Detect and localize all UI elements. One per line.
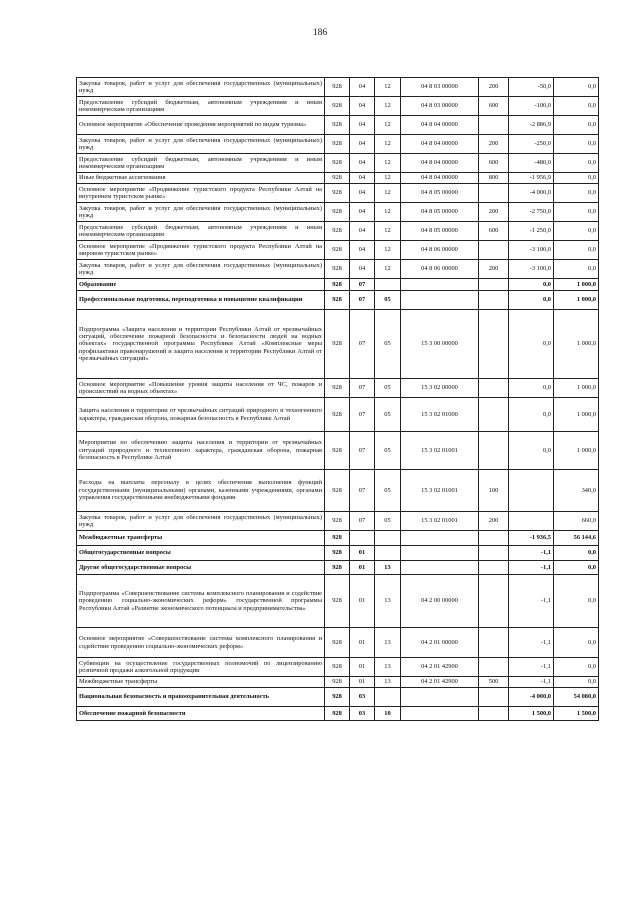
- cell-grbs: 928: [325, 688, 350, 707]
- cell-section: 07: [350, 379, 375, 398]
- cell-section: 07: [350, 279, 375, 291]
- table-row: [77, 470, 599, 512]
- cell-subsection: 12: [375, 154, 401, 173]
- cell-expense-type: [479, 310, 509, 379]
- cell-subsection: 05: [375, 398, 401, 432]
- cell-grbs: 928: [325, 707, 350, 721]
- row-name: Межбюджетные трансферты: [77, 677, 325, 688]
- cell-amount-2: 56 144,6: [554, 531, 599, 546]
- cell-expense-type: 500: [479, 677, 509, 688]
- cell-amount-1: -50,0: [509, 78, 554, 97]
- cell-amount-1: -1 936,5: [509, 531, 554, 546]
- cell-amount-1: -250,0: [509, 135, 554, 154]
- cell-subsection: 12: [375, 184, 401, 203]
- table-row: [77, 116, 599, 135]
- cell-section: 01: [350, 677, 375, 688]
- cell-subsection: 05: [375, 379, 401, 398]
- cell-amount-2: 1 000,0: [554, 398, 599, 432]
- row-name: Мероприятия по обеспечению защиты населения и территории от чрезвычайных ситуаций природного и техногенного характера, гражданская оборона, пожарная безопасность в Республике Алтай: [77, 432, 325, 470]
- cell-target-article: 04 8 03 00000: [401, 97, 479, 116]
- cell-section: 04: [350, 184, 375, 203]
- row-name: Образование: [77, 279, 325, 291]
- cell-expense-type: [479, 707, 509, 721]
- cell-amount-1: -1,1: [509, 561, 554, 575]
- cell-target-article: 04 8 04 00000: [401, 135, 479, 154]
- cell-target-article: 04 8 04 00000: [401, 154, 479, 173]
- cell-target-article: [401, 561, 479, 575]
- table-row: [77, 512, 599, 531]
- cell-grbs: 928: [325, 310, 350, 379]
- cell-amount-2: 1 000,0: [554, 310, 599, 379]
- cell-expense-type: [479, 546, 509, 561]
- cell-grbs: 928: [325, 260, 350, 279]
- cell-subsection: 05: [375, 310, 401, 379]
- cell-grbs: 928: [325, 628, 350, 658]
- table-row: [77, 97, 599, 116]
- cell-amount-2: 0,0: [554, 135, 599, 154]
- cell-amount-1: 0,0: [509, 398, 554, 432]
- cell-amount-2: 0,0: [554, 116, 599, 135]
- row-name: Закупка товаров, работ и услуг для обеспечения государственных (муниципальных) нужд: [77, 135, 325, 154]
- row-name: Предоставление субсидий бюджетным, автономным учреждениям и иным некоммерческим организациям: [77, 154, 325, 173]
- cell-grbs: 928: [325, 279, 350, 291]
- cell-amount-2: 0,0: [554, 203, 599, 222]
- cell-subsection: 12: [375, 260, 401, 279]
- row-name: Предоставление субсидий бюджетным, автономным учреждениям и иным некоммерческим организациям: [77, 222, 325, 241]
- cell-grbs: 928: [325, 78, 350, 97]
- cell-subsection: 13: [375, 658, 401, 677]
- table-row: [77, 173, 599, 184]
- cell-grbs: 928: [325, 241, 350, 260]
- cell-expense-type: [479, 241, 509, 260]
- row-name: Обеспечение пожарной безопасности: [77, 707, 325, 721]
- cell-amount-1: -1,1: [509, 575, 554, 628]
- cell-target-article: 04 8 03 00000: [401, 78, 479, 97]
- cell-expense-type: [479, 561, 509, 575]
- table-row: [77, 184, 599, 203]
- table-row: [77, 310, 599, 379]
- cell-amount-2: 1 000,0: [554, 432, 599, 470]
- cell-expense-type: [479, 432, 509, 470]
- cell-subsection: 12: [375, 203, 401, 222]
- cell-amount-2: 660,0: [554, 512, 599, 531]
- cell-amount-2: 54 080,0: [554, 688, 599, 707]
- cell-target-article: [401, 546, 479, 561]
- cell-grbs: 928: [325, 184, 350, 203]
- cell-expense-type: 200: [479, 78, 509, 97]
- cell-section: 01: [350, 658, 375, 677]
- cell-expense-type: 200: [479, 260, 509, 279]
- cell-target-article: 04 2 01 42900: [401, 658, 479, 677]
- table-row: [77, 379, 599, 398]
- cell-amount-1: -4 000,0: [509, 184, 554, 203]
- cell-amount-2: 0,0: [554, 78, 599, 97]
- cell-section: 04: [350, 241, 375, 260]
- table-row: [77, 135, 599, 154]
- row-name: Защита населения и территории от чрезвычайных ситуаций природного и техногенного характера, гражданская оборона, пожарная безопасность в Республике Алтай: [77, 398, 325, 432]
- cell-target-article: 15 3 02 01001: [401, 512, 479, 531]
- cell-subsection: 12: [375, 241, 401, 260]
- cell-amount-1: 0,0: [509, 279, 554, 291]
- cell-amount-2: 0,0: [554, 628, 599, 658]
- cell-section: 07: [350, 398, 375, 432]
- cell-amount-1: [509, 512, 554, 531]
- page-number: 186: [312, 28, 328, 38]
- cell-target-article: 04 2 00 00000: [401, 575, 479, 628]
- cell-expense-type: 800: [479, 173, 509, 184]
- cell-target-article: 15 3 02 00000: [401, 379, 479, 398]
- cell-expense-type: 600: [479, 154, 509, 173]
- cell-target-article: 15 3 00 00000: [401, 310, 479, 379]
- cell-subsection: [375, 688, 401, 707]
- row-name: Межбюджетные трансферты: [77, 531, 325, 546]
- cell-subsection: 12: [375, 173, 401, 184]
- cell-amount-1: 0,0: [509, 379, 554, 398]
- row-name: Предоставление субсидий бюджетным, автономным учреждениям и иным некоммерческим организациям: [77, 97, 325, 116]
- row-name: Закупка товаров, работ и услуг для обеспечения государственных (муниципальных) нужд: [77, 260, 325, 279]
- cell-grbs: 928: [325, 470, 350, 512]
- table-row: [77, 260, 599, 279]
- cell-subsection: 13: [375, 628, 401, 658]
- cell-target-article: [401, 531, 479, 546]
- cell-grbs: 928: [325, 575, 350, 628]
- cell-amount-2: 0,0: [554, 561, 599, 575]
- row-name: Закупка товаров, работ и услуг для обеспечения государственных (муниципальных) нужд: [77, 512, 325, 531]
- cell-target-article: 04 8 04 00000: [401, 116, 479, 135]
- cell-expense-type: 100: [479, 470, 509, 512]
- cell-amount-1: 0,0: [509, 291, 554, 310]
- cell-section: 03: [350, 688, 375, 707]
- cell-amount-2: 0,0: [554, 97, 599, 116]
- cell-amount-2: 0,0: [554, 222, 599, 241]
- cell-section: 04: [350, 116, 375, 135]
- cell-grbs: 928: [325, 546, 350, 561]
- table-row: [77, 561, 599, 575]
- cell-subsection: 13: [375, 561, 401, 575]
- cell-expense-type: [479, 628, 509, 658]
- cell-grbs: 928: [325, 173, 350, 184]
- table-row: [77, 546, 599, 561]
- cell-target-article: [401, 291, 479, 310]
- cell-grbs: 928: [325, 658, 350, 677]
- cell-subsection: 12: [375, 222, 401, 241]
- cell-expense-type: [479, 531, 509, 546]
- budget-table: [76, 77, 599, 721]
- row-name: Основное мероприятие «Продвижение туристского продукта Республики Алтай на мировом туристском рынке»: [77, 241, 325, 260]
- row-name: Основное мероприятие «Совершенствование системы комплексного планирования и содействие проведению социально-экономических реформ»: [77, 628, 325, 658]
- cell-section: [350, 531, 375, 546]
- row-name: Профессиональная подготовка, переподготовка и повышение квалификации: [77, 291, 325, 310]
- cell-section: 04: [350, 173, 375, 184]
- table-row: [77, 432, 599, 470]
- table-row: [77, 241, 599, 260]
- cell-amount-2: 0,0: [554, 154, 599, 173]
- cell-section: 04: [350, 135, 375, 154]
- cell-expense-type: 600: [479, 97, 509, 116]
- cell-amount-2: 1 000,0: [554, 379, 599, 398]
- cell-expense-type: [479, 658, 509, 677]
- cell-grbs: 928: [325, 291, 350, 310]
- table-row: [77, 203, 599, 222]
- cell-grbs: 928: [325, 116, 350, 135]
- cell-amount-2: 1 500,0: [554, 707, 599, 721]
- cell-section: 04: [350, 154, 375, 173]
- cell-amount-2: 0,0: [554, 260, 599, 279]
- cell-section: 07: [350, 432, 375, 470]
- cell-amount-2: 0,0: [554, 173, 599, 184]
- cell-amount-1: 1 500,0: [509, 707, 554, 721]
- cell-section: 04: [350, 97, 375, 116]
- cell-amount-1: -4 000,0: [509, 688, 554, 707]
- cell-amount-2: 0,0: [554, 677, 599, 688]
- row-name: Расходы на выплаты персоналу в целях обеспечения выполнения функций государственными (муниципальными) органами, казенными учреждениями, органами управления государственными внебюджетными фондами: [77, 470, 325, 512]
- cell-target-article: 04 8 05 00000: [401, 184, 479, 203]
- cell-subsection: 12: [375, 135, 401, 154]
- table-row: [77, 677, 599, 688]
- cell-subsection: 05: [375, 512, 401, 531]
- cell-amount-1: -1,1: [509, 546, 554, 561]
- row-name: Иные бюджетные ассигнования: [77, 173, 325, 184]
- row-name: Основное мероприятие «Повышение уровня защиты населения от ЧС, пожаров и происшествий на водных объектах»: [77, 379, 325, 398]
- table-row: [77, 707, 599, 721]
- cell-grbs: 928: [325, 398, 350, 432]
- cell-amount-2: 0,0: [554, 184, 599, 203]
- cell-subsection: 10: [375, 707, 401, 721]
- table-row: [77, 658, 599, 677]
- cell-section: 01: [350, 561, 375, 575]
- cell-grbs: 928: [325, 97, 350, 116]
- cell-target-article: 04 8 06 00000: [401, 241, 479, 260]
- row-name: Закупка товаров, работ и услуг для обеспечения государственных (муниципальных) нужд: [77, 203, 325, 222]
- cell-subsection: 13: [375, 575, 401, 628]
- table-row: [77, 222, 599, 241]
- cell-amount-1: -3 100,0: [509, 241, 554, 260]
- cell-target-article: 04 8 06 00000: [401, 260, 479, 279]
- cell-amount-2: 0,0: [554, 658, 599, 677]
- cell-subsection: 05: [375, 470, 401, 512]
- row-name: Подпрограмма «Защита населения и территории Республики Алтай от чрезвычайных ситуаций, обеспечение пожарной безопасности и безопасности людей на водных объектах» государственной программы Республики Алтай «Комплексные меры профилактики правонарушений и защита населения и территории Республики Алтай от чрезвычайных ситуаций»: [77, 310, 325, 379]
- cell-amount-2: 0,0: [554, 546, 599, 561]
- cell-target-article: [401, 688, 479, 707]
- row-name: Основное мероприятие «Обеспечение проведения мероприятий по видам туризма»: [77, 116, 325, 135]
- cell-subsection: 13: [375, 677, 401, 688]
- row-name: Общегосударственные вопросы: [77, 546, 325, 561]
- cell-grbs: 928: [325, 531, 350, 546]
- cell-amount-2: 0,0: [554, 575, 599, 628]
- table-row: [77, 279, 599, 291]
- cell-amount-2: 1 000,0: [554, 279, 599, 291]
- cell-expense-type: [479, 184, 509, 203]
- cell-amount-2: 1 000,0: [554, 291, 599, 310]
- cell-target-article: [401, 279, 479, 291]
- cell-amount-1: -1,1: [509, 628, 554, 658]
- cell-grbs: 928: [325, 222, 350, 241]
- budget-table-body: [77, 78, 599, 721]
- cell-target-article: 15 3 02 01001: [401, 432, 479, 470]
- cell-subsection: 05: [375, 432, 401, 470]
- cell-subsection: [375, 531, 401, 546]
- cell-subsection: [375, 279, 401, 291]
- cell-section: 07: [350, 291, 375, 310]
- cell-expense-type: [479, 291, 509, 310]
- table-row: [77, 154, 599, 173]
- cell-section: 01: [350, 546, 375, 561]
- cell-target-article: 04 2 01 42900: [401, 677, 479, 688]
- cell-amount-1: -1 956,9: [509, 173, 554, 184]
- cell-expense-type: [479, 379, 509, 398]
- table-row: [77, 291, 599, 310]
- cell-amount-1: -3 100,0: [509, 260, 554, 279]
- cell-section: 01: [350, 575, 375, 628]
- cell-subsection: [375, 546, 401, 561]
- cell-amount-1: 0,0: [509, 432, 554, 470]
- cell-amount-1: -1,1: [509, 658, 554, 677]
- table-row: [77, 398, 599, 432]
- cell-expense-type: 200: [479, 135, 509, 154]
- cell-target-article: [401, 707, 479, 721]
- cell-amount-1: -2 750,0: [509, 203, 554, 222]
- cell-grbs: 928: [325, 512, 350, 531]
- cell-target-article: 04 8 04 00000: [401, 173, 479, 184]
- cell-target-article: 15 3 02 01001: [401, 470, 479, 512]
- cell-expense-type: 200: [479, 512, 509, 531]
- cell-target-article: 15 3 02 01000: [401, 398, 479, 432]
- cell-section: 01: [350, 628, 375, 658]
- row-name: Национальная безопасность и правоохранительная деятельность: [77, 688, 325, 707]
- table-row: [77, 78, 599, 97]
- row-name: Субвенции на осуществление государственных полномочий по лицензированию розничной продажи алкогольной продукции: [77, 658, 325, 677]
- row-name: Закупка товаров, работ и услуг для обеспечения государственных (муниципальных) нужд: [77, 78, 325, 97]
- cell-amount-1: -2 886,9: [509, 116, 554, 135]
- cell-amount-1: -1 250,0: [509, 222, 554, 241]
- cell-target-article: 04 8 05 00000: [401, 222, 479, 241]
- cell-subsection: 12: [375, 116, 401, 135]
- cell-amount-1: 0,0: [509, 310, 554, 379]
- table-row: [77, 688, 599, 707]
- cell-grbs: 928: [325, 154, 350, 173]
- cell-amount-2: 340,0: [554, 470, 599, 512]
- cell-section: 04: [350, 260, 375, 279]
- table-row: [77, 575, 599, 628]
- cell-grbs: 928: [325, 677, 350, 688]
- cell-target-article: 04 8 05 00000: [401, 203, 479, 222]
- cell-section: 07: [350, 512, 375, 531]
- cell-section: 07: [350, 470, 375, 512]
- cell-section: 07: [350, 310, 375, 379]
- cell-expense-type: 200: [479, 203, 509, 222]
- cell-subsection: 12: [375, 97, 401, 116]
- cell-section: 04: [350, 78, 375, 97]
- cell-section: 03: [350, 707, 375, 721]
- cell-grbs: 928: [325, 432, 350, 470]
- cell-section: 04: [350, 222, 375, 241]
- cell-expense-type: [479, 688, 509, 707]
- cell-amount-1: [509, 470, 554, 512]
- cell-amount-2: 0,0: [554, 241, 599, 260]
- cell-expense-type: 600: [479, 222, 509, 241]
- cell-section: 04: [350, 203, 375, 222]
- cell-expense-type: [479, 279, 509, 291]
- cell-subsection: 05: [375, 291, 401, 310]
- row-name: Основное мероприятие «Продвижение туристского продукта Республики Алтай на внутреннем туристском рынке»: [77, 184, 325, 203]
- cell-amount-1: -480,0: [509, 154, 554, 173]
- cell-grbs: 928: [325, 561, 350, 575]
- cell-target-article: 04 2 01 00000: [401, 628, 479, 658]
- cell-grbs: 928: [325, 135, 350, 154]
- row-name: Подпрограмма «Совершенствование системы комплексного планирования и содействие проведению социально-экономических реформ» государственной программы Республики Алтай «Развитие экономического потенциала и предпринимательства»: [77, 575, 325, 628]
- cell-amount-1: -100,0: [509, 97, 554, 116]
- cell-expense-type: [479, 398, 509, 432]
- cell-expense-type: [479, 575, 509, 628]
- cell-amount-1: -1,1: [509, 677, 554, 688]
- cell-expense-type: [479, 116, 509, 135]
- cell-subsection: 12: [375, 78, 401, 97]
- table-row: [77, 531, 599, 546]
- table-row: [77, 628, 599, 658]
- cell-grbs: 928: [325, 379, 350, 398]
- row-name: Другие общегосударственные вопросы: [77, 561, 325, 575]
- cell-grbs: 928: [325, 203, 350, 222]
